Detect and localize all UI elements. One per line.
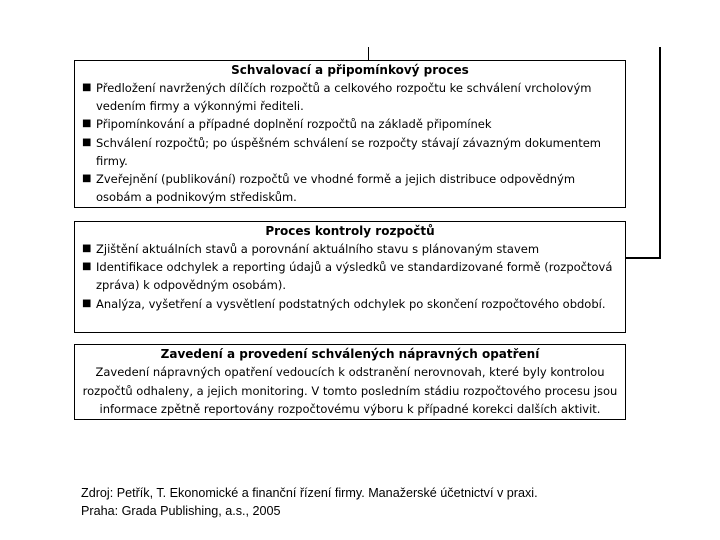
list-item: ■ Předložení navržených dílčích rozpočtů a celkového rozpočtu ke schválení vrcholovým vedením firmy a výkonnými řediteli. xyxy=(82,81,592,114)
list-item: ■ Schválení rozpočtů; po úspěšném schválení se rozpočty stávají závazným dokumentem firmy. xyxy=(82,135,601,168)
source-citation xyxy=(81,484,538,520)
bullet-icon: ■ xyxy=(82,118,92,130)
approval-process-list xyxy=(75,79,625,206)
bullet-icon: ■ xyxy=(82,297,92,309)
approval-process-box xyxy=(74,60,626,208)
list-item: ■ Zjištění aktuálních stavů a porovnání aktuálního stavu s plánovaným stavem xyxy=(96,240,621,258)
connector-line-right-horizontal xyxy=(626,257,661,259)
list-item: ■ Identifikace odchylek a reporting údajů a výsledků ve standardizované formě (rozpočtová zpráva) k odpovědným osobám). xyxy=(82,260,613,293)
bullet-icon: ■ xyxy=(82,261,92,273)
source-line-1: Zdroj: Petřík, T. Ekonomické a finanční řízení firmy. Manažerské účetnictví v praxi. xyxy=(81,486,538,500)
connector-line-right-vertical xyxy=(659,47,661,259)
bullet-icon: ■ xyxy=(82,243,92,254)
corrective-actions-text: Zavedení nápravných opatření vedoucích k odstranění nerovnovah, které byly kontrolou rozpočtů odhaleny, a jejich monitoring. V tomto posledním stádiu rozpočtového procesu jsou informace zpětně reportovány rozpočtovému výboru k případné korekci dalších aktivit. xyxy=(82,365,618,416)
approval-process-title: Schvalovací a připomínkový proces xyxy=(231,63,469,77)
budget-control-box xyxy=(74,221,626,333)
list-item: ■ Analýza, vyšetření a vysvětlení podstatných odchylek po skončení rozpočtového období. xyxy=(96,295,621,313)
source-line-2: Praha: Grada Publishing, a.s., 2005 xyxy=(81,504,281,518)
list-item: ■ Připomínkování a případné doplnění rozpočtů na základě připomínek xyxy=(96,115,621,133)
budget-control-list xyxy=(75,240,625,313)
list-item: ■ Zveřejnění (publikování) rozpočtů ve vhodné formě a jejich distribuce odpovědným osobám a podnikovým střediskům. xyxy=(82,172,576,205)
budget-control-title: Proces kontroly rozpočtů xyxy=(265,224,435,238)
bullet-icon: ■ xyxy=(82,82,92,93)
corrective-actions-title: Zavedení a provedení schválených nápravných opatření xyxy=(160,347,540,361)
bullet-icon: ■ xyxy=(82,136,92,148)
connector-line-top-vertical xyxy=(368,47,369,61)
corrective-actions-box xyxy=(74,344,626,420)
bullet-icon: ■ xyxy=(82,173,92,185)
